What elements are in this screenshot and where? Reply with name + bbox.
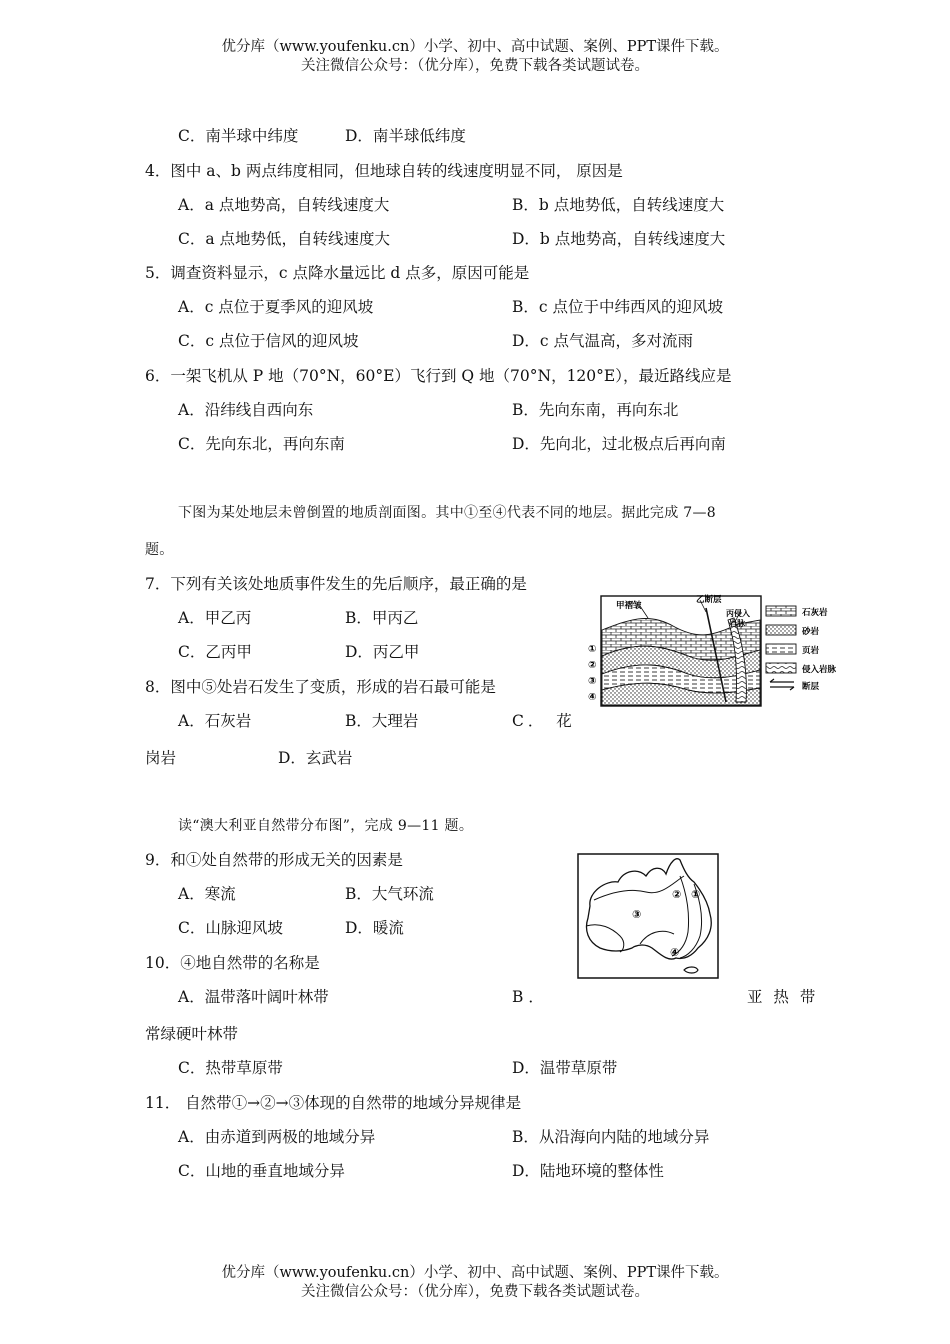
q6-option-d: D．先向北，过北极点后再向南 — [512, 435, 726, 453]
q4-option-b: B．b 点地势低，自转线速度大 — [512, 196, 725, 214]
zone-label-4: ④ — [670, 946, 680, 959]
q7-stem: 7．下列有关该处地质事件发生的先后顺序，最正确的是 — [145, 575, 527, 593]
q4-option-c: C．a 点地势低，自转线速度大 — [178, 230, 391, 248]
q11-stem: 11． 自然带①→②→③体现的自然带的地域分异规律是 — [145, 1094, 522, 1112]
label-jia-fold: 甲褶皱 — [616, 601, 642, 611]
q9-option-b: B．大气环流 — [345, 885, 434, 903]
legend-shale: 页岩 — [802, 646, 820, 656]
zone-label-1: ① — [691, 888, 701, 901]
layer-label-3: ③ — [588, 676, 597, 687]
q7-option-d: D．丙乙甲 — [345, 643, 420, 661]
q9-option-d: D．暖流 — [345, 919, 404, 937]
q10-option-b-tail: 亚 热 带 — [747, 988, 819, 1006]
layer-label-2: ② — [588, 660, 597, 671]
layer-label-4: ④ — [588, 692, 597, 703]
legend-sandstone: 砂岩 — [802, 627, 820, 637]
australia-zone-map — [576, 852, 722, 982]
q5-option-b: B．c 点位于中纬西风的迎风坡 — [512, 298, 723, 316]
header-line-1: 优分库（www.youfenku.cn）小学、初中、高中试题、案例、PPT课件下载。 — [221, 39, 729, 55]
q11-option-b: B．从沿海向内陆的地域分异 — [512, 1128, 710, 1146]
q4-option-d: D．b 点地势高，自转线速度大 — [512, 230, 726, 248]
q8-option-c: C． 花 — [512, 712, 576, 730]
q6-option-c: C．先向东北，再向东南 — [178, 435, 345, 453]
q4-stem: 4．图中 a、b 两点纬度相同，但地球自转的线速度明显不同， 原因是 — [145, 162, 623, 180]
zone-label-3: ③ — [632, 908, 642, 921]
q8-stem: 8．图中⑤处岩石发生了变质，形成的岩石最可能是 — [145, 678, 496, 696]
zone-label-2: ② — [672, 888, 682, 901]
intro-9-11: 读“澳大利亚自然带分布图”，完成 9—11 题。 — [178, 818, 474, 834]
q10-option-b-continued: 常绿硬叶林带 — [145, 1025, 239, 1043]
q10-stem: 10．④地自然带的名称是 — [145, 954, 320, 972]
q3-option-d: D．南半球低纬度 — [345, 127, 466, 145]
label-bing-1: 丙侵入 — [726, 609, 750, 618]
footer-line-1: 优分库（www.youfenku.cn）小学、初中、高中试题、案例、PPT课件下载。 — [221, 1265, 729, 1281]
q8-option-b: B．大理岩 — [345, 712, 419, 730]
intro-7-8-line-1: 下图为某处地层未曾倒置的地质剖面图。其中①至④代表不同的地层。据此完成 7—8 — [178, 505, 716, 521]
q5-option-c: C．c 点位于信风的迎风坡 — [178, 332, 359, 350]
q5-option-d: D．c 点气温高，多对流雨 — [512, 332, 694, 350]
legend-swatch-intrusion — [766, 663, 796, 673]
geologic-section-figure — [588, 590, 850, 712]
q7-option-c: C．乙丙甲 — [178, 643, 252, 661]
q3-option-c: C．南半球中纬度 — [178, 127, 299, 145]
q9-option-c: C．山脉迎风坡 — [178, 919, 283, 937]
layer-label-1: ① — [588, 644, 597, 655]
q6-option-b: B．先向东南，再向东北 — [512, 401, 679, 419]
legend-intrusion: 侵入岩脉 — [802, 665, 837, 675]
q10-option-b: B ． — [512, 988, 544, 1006]
q10-option-a: A．温带落叶阔叶林带 — [178, 988, 329, 1006]
q6-option-a: A．沿纬线自西向东 — [178, 401, 314, 419]
q8-option-c-continued: 岗岩 — [145, 749, 177, 767]
label-yi-fault: 乙断层 — [696, 595, 722, 605]
q5-stem: 5．调查资料显示，c 点降水量远比 d 点多，原因可能是 — [145, 264, 530, 282]
legend-limestone: 石灰岩 — [802, 608, 828, 618]
legend-swatch-shale — [766, 644, 796, 654]
q9-stem: 9．和①处自然带的形成无关的因素是 — [145, 851, 403, 869]
q11-option-c: C．山地的垂直地域分异 — [178, 1162, 345, 1180]
q7-option-a: A．甲乙丙 — [178, 609, 252, 627]
q7-option-b: B．甲丙乙 — [345, 609, 419, 627]
q11-option-a: A．由赤道到两极的地域分异 — [178, 1128, 376, 1146]
legend-swatch-limestone — [766, 606, 796, 616]
q10-option-d: D．温带草原带 — [512, 1059, 618, 1077]
header-line-2: 关注微信公众号：（优分库），免费下载各类试题试卷。 — [301, 58, 649, 74]
legend-fault-arrows — [770, 679, 794, 690]
q4-option-a: A．a 点地势高，自转线速度大 — [178, 196, 390, 214]
footer-line-2: 关注微信公众号：（优分库），免费下载各类试题试卷。 — [301, 1284, 649, 1300]
q5-option-a: A．c 点位于夏季风的迎风坡 — [178, 298, 374, 316]
q11-option-d: D．陆地环境的整体性 — [512, 1162, 664, 1180]
legend-fault: 断层 — [802, 682, 820, 692]
label-bing-2: 岩脉 — [729, 619, 745, 628]
legend-swatch-sandstone — [766, 625, 796, 635]
q6-stem: 6．一架飞机从 P 地（70°N，60°E）飞行到 Q 地（70°N，120°E），最近路线应是 — [145, 367, 732, 385]
intro-7-8-line-2: 题。 — [145, 542, 174, 558]
q10-option-c: C．热带草原带 — [178, 1059, 283, 1077]
q8-option-a: A．石灰岩 — [178, 712, 252, 730]
q8-option-d: D．玄武岩 — [278, 749, 353, 767]
q9-option-a: A．寒流 — [178, 885, 236, 903]
